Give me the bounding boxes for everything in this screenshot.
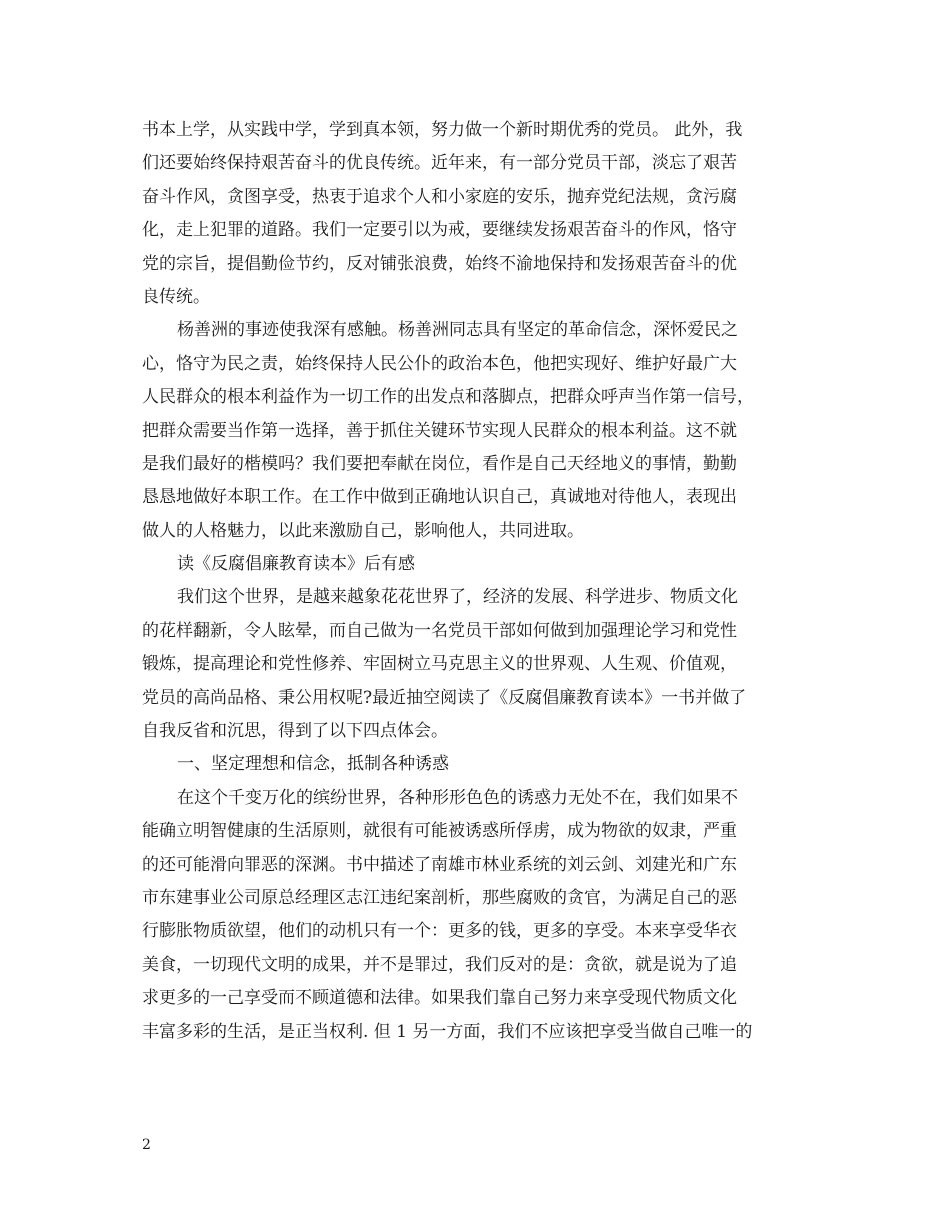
text-line: 市东建事业公司原总经理区志江违纪案剖析，那些腐败的贪官，为满足自己的恶 [142, 887, 737, 908]
text-line: 党员的高尚品格、秉公用权呢?最近抽空阅读了《反腐倡廉教育读本》一书并做了 [142, 687, 747, 708]
text-line: 党的宗旨，提倡勤俭节约，反对铺张浪费，始终不渝地保持和发扬艰苦奋斗的优 [142, 253, 737, 274]
text-line: 行膨胀物质欲望，他们的动机只有一个：更多的钱，更多的享受。本来享受华衣 [142, 921, 737, 942]
text-line: 做人的人格魅力，以此来激励自己，影响他人，共同进取。 [142, 520, 584, 541]
body-text [142, 114, 812, 1049]
text-line: 求更多的一己享受而不顾道德和法律。如果我们靠自己努力来享受现代物质文化 [142, 988, 737, 1009]
text-line: 恳恳地做好本职工作。在工作中做到正确地认识自己，真诚地对待他人，表现出 [142, 487, 737, 508]
text-line: 良传统。 [142, 286, 210, 307]
text-line: 的还可能滑向罪恶的深渊。书中描述了南雄市林业系统的刘云剑、刘建光和广东 [142, 854, 737, 875]
text-line: 心，恪守为民之责，始终保持人民公仆的政治本色，他把实现好、维护好最广大 [142, 353, 737, 374]
page-number: 2 [142, 1137, 151, 1153]
text-line: 锻炼，提高理论和党性修养、牢固树立马克思主义的世界观、人生观、价值观， [142, 654, 737, 675]
text-line: 能确立明智健康的生活原则，就很有可能被诱惑所俘虏，成为物欲的奴隶，严重 [142, 821, 737, 842]
text-line: 们还要始终保持艰苦奋斗的优良传统。近年来，有一部分党员干部，淡忘了艰苦 [142, 153, 737, 174]
text-line: 一、坚定理想和信念，抵制各种诱惑 [177, 754, 449, 775]
text-line: 杨善洲的事迹使我深有感触。杨善洲同志具有坚定的革命信念，深怀爱民之 [177, 320, 738, 341]
text-line: 书本上学，从实践中学，学到真本领，努力做一个新时期优秀的党员。 此外，我 [142, 120, 743, 140]
text-line: 把群众需要当作第一选择，善于抓住关键环节实现人民群众的根本利益。这不就 [142, 420, 737, 441]
text-line: 人民群众的根本利益作为一切工作的出发点和落脚点，把群众呼声当作第一信号， [142, 387, 754, 408]
text-line: 化，走上犯罪的道路。我们一定要引以为戒，要继续发扬艰苦奋斗的作风，恪守 [142, 220, 737, 241]
text-line: 在这个千变万化的缤纷世界，各种形形色色的诱惑力无处不在，我们如果不 [177, 787, 738, 808]
text-line: 自我反省和沉思，得到了以下四点体会。 [142, 721, 448, 742]
text-line: 美食，一切现代文明的成果，并不是罪过，我们反对的是：贪欲，就是说为了追 [142, 954, 737, 975]
text-line: 丰富多彩的生活，是正当权利. 但 1 另一方面，我们不应该把享受当做自己唯一的 [142, 1021, 753, 1042]
text-line: 我们这个世界，是越来越象花花世界了，经济的发展、科学进步、物质文化 [177, 587, 738, 608]
text-line: 读《反腐倡廉教育读本》后有感 [177, 554, 415, 575]
text-line: 是我们最好的楷模吗？我们要把奉献在岗位，看作是自己天经地义的事情，勤勤 [142, 453, 737, 474]
text-line: 奋斗作风，贪图享受，热衷于追求个人和小家庭的安乐，抛弃党纪法规，贪污腐 [142, 186, 737, 207]
text-line: 的花样翻新，令人眩晕，而自己做为一名党员干部如何做到加强理论学习和党性 [142, 620, 737, 641]
